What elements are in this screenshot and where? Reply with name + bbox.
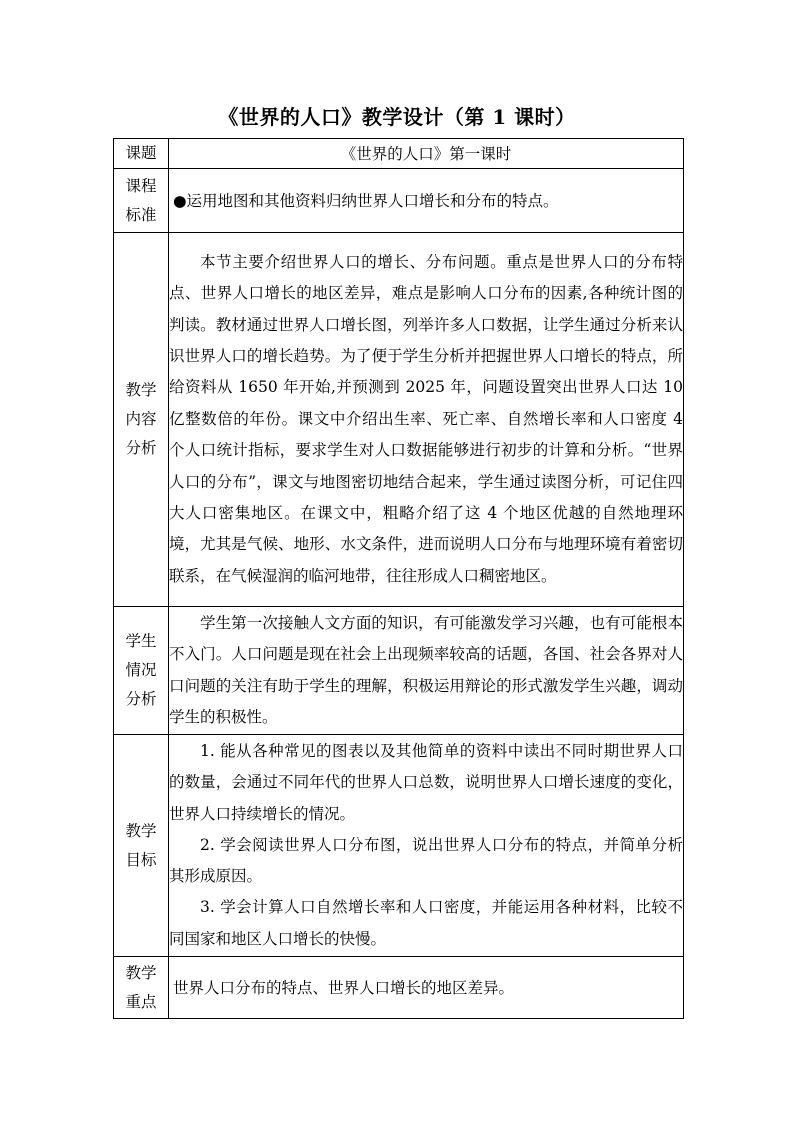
table-row-key-points: [114, 957, 684, 1019]
teaching-goal-1: 1. 能从各种常见的图表以及其他简单的资料中读出不同时期世界人口的数量，会通过不同年代的世界人口总数，说明世界人口增长速度的变化，世界人口持续增长的情况。: [169, 742, 683, 823]
row-label-content-analysis: [114, 233, 169, 607]
row-label-line: 标准: [125, 205, 157, 224]
row-label-line: 学生: [125, 632, 157, 650]
table-row-teaching-goals: [114, 735, 684, 957]
lesson-plan-table: [113, 138, 684, 1019]
row-content-content-analysis: [169, 233, 684, 607]
row-label-line: 教学: [125, 821, 157, 840]
row-label-line: 教学: [125, 381, 157, 399]
teaching-goal-2: 2. 学会阅读世界人口分布图，说出世界人口分布的特点，并简单分析其形成原因。: [169, 835, 683, 886]
row-content-topic: [169, 139, 684, 169]
row-label-line: 重点: [125, 992, 157, 1011]
row-label-line: 内容: [125, 410, 157, 428]
row-label-line: 情况: [125, 661, 157, 679]
row-label-student-analysis: [114, 607, 169, 735]
row-label-line: 分析: [125, 439, 157, 457]
row-label-topic: [114, 139, 169, 169]
row-label-teaching-goals: [114, 735, 169, 957]
row-label-line: 课题: [125, 144, 157, 162]
table-row-topic: [114, 139, 684, 169]
row-label-line: 课程: [125, 176, 157, 195]
row-label-line: 教学: [125, 963, 157, 982]
row-content-teaching-goals: [169, 735, 684, 957]
key-points-text: 世界人口分布的特点、世界人口增长的地区差异。: [173, 978, 515, 997]
student-analysis-paragraph: 学生第一次接触人文方面的知识，有可能激发学习兴趣，也有可能根本不入门。人口问题是现在社会上出现频率较高的话题，各国、社会各界对人口问题的关注有助于学生的理解，积极运用辩论的形式激发学生兴趣，调动学生的积极性。: [169, 614, 683, 726]
content-analysis-paragraph: 本节主要介绍世界人口的增长、分布问题。重点是世界人口的分布特点、世界人口增长的地区差异，难点是影响人口分布的因素,各种统计图的判读。教材通过世界人口增长图，列举许多人口数据，让学生通过分析来认识世界人口的增长趋势。为了便于学生分析并把握世界人口增长的特点，所给资料从 1650 年开始,并预测到 2025 年，问题设置突出世界人口达 10 亿整数倍的年份。课文中介绍出生率、死亡率、自然增长率和人口密度 4 个人口统计指标，要求学生对人口数据能够进行初步的计算和分析。“世界人口的分布”，课文与地图密切地结合起来，学生通过读图分析，可记住四大人口密集地区。在课文中，粗略介绍了这 4 个地区优越的自然地理环境，尤其是气候、地形、水文条件，进而说明人口分布与地理环境有着密切联系，在气候湿润的临河地带，往往形成人口稠密地区。: [169, 252, 683, 585]
row-label-line: 目标: [125, 850, 157, 869]
row-content-student-analysis: [169, 607, 684, 735]
table-row-content-analysis: [114, 233, 684, 607]
table-row-curriculum-standard: [114, 169, 684, 233]
table-row-student-analysis: [114, 607, 684, 735]
topic-text: 《世界的人口》第一课时: [340, 144, 512, 163]
row-label-key-points: [114, 957, 169, 1019]
row-content-curriculum-standard: [169, 169, 684, 233]
document-title: 《世界的人口》教学设计（第 1 课时）: [218, 105, 576, 129]
row-content-key-points: [169, 957, 684, 1019]
row-label-curriculum-standard: [114, 169, 169, 233]
curriculum-standard-text: ●运用地图和其他资料归纳世界人口增长和分布的特点。: [173, 191, 559, 210]
row-label-line: 分析: [125, 690, 157, 708]
teaching-goal-3: 3. 学会计算人口自然增长率和人口密度，并能运用各种材料，比较不同国家和地区人口增长的快慢。: [169, 898, 683, 948]
